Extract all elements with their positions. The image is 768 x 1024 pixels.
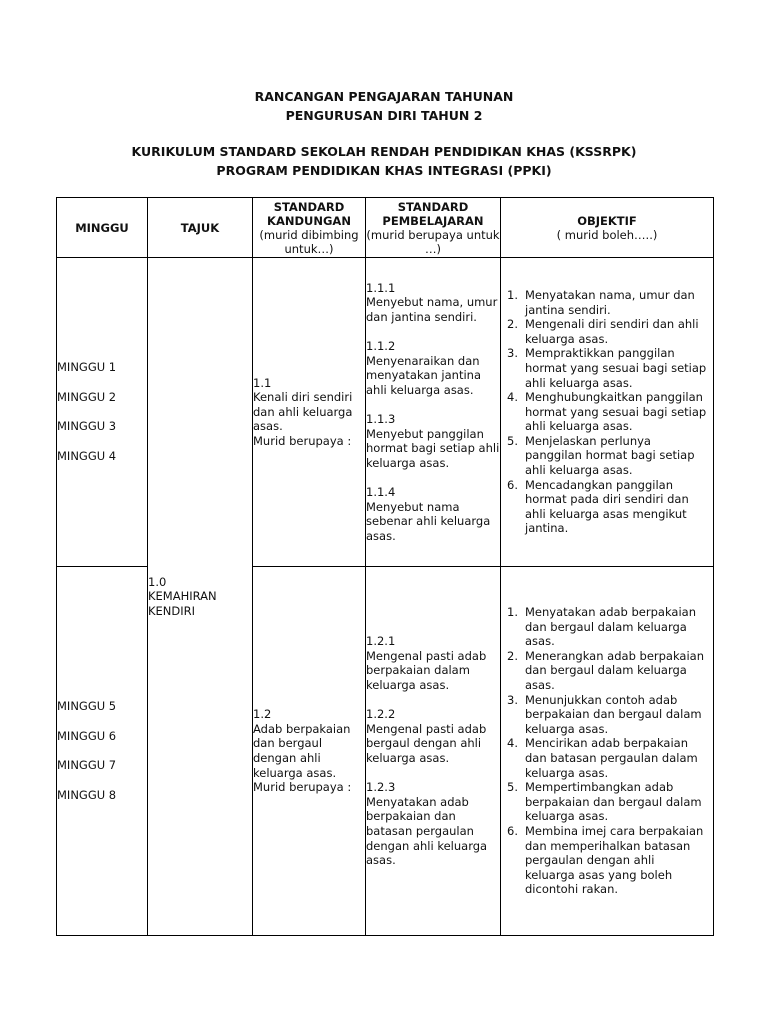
col-header-sp-sub: (murid berupaya untuk …) [366,227,500,256]
col-header-obj-sub: ( murid boleh…..) [556,227,658,242]
sp-code: 1.1.2 [366,339,396,354]
sp-code: 1.2.1 [366,634,396,649]
col-header-tajuk: TAJUK [148,198,253,258]
col-header-objektif: OBJEKTIF ( murid boleh…..) [501,198,714,258]
title-line-1: RANCANGAN PENGAJARAN TAHUNAN [254,89,514,104]
tajuk-code: 1.0 [148,574,167,589]
list-item: 2. Menerangkan adab berpakaian dan bergaul dalam keluarga asas. [507,648,705,693]
objektif-cell [501,567,714,936]
title-line-2: PENGURUSAN DIRI TAHUN 2 [285,108,483,123]
col-header-sk-sub: (murid dibimbing untuk…) [259,227,359,256]
header-row [57,198,714,258]
sp-text: Mengenal pasti adab bergaul dengan ahli keluarga asas. [366,721,487,765]
list-item: 5. Mempertimbangkan adab berpakaian dan bergaul dalam keluarga asas. [507,780,702,824]
week-label: MINGGU 7 [57,758,117,773]
sp-text: Menyebut nama sebenar ahli keluarga asas. [366,499,491,543]
list-item: 6. Mencadangkan panggilan hormat pada diri sendiri dan ahli keluarga asas mengikut jantina. [507,477,689,536]
objektif-cell [501,258,714,567]
standard-kandungan-cell [253,567,366,936]
sp-code: 1.1.4 [366,484,396,499]
sk-text: Kenali diri sendiri dan ahli keluarga asas. [253,390,353,434]
sp-code: 1.2.2 [366,707,396,722]
document-title [0,87,768,125]
objective-list [501,605,713,897]
list-item: 2. Mengenali diri sendiri dan ahli keluarga asas. [507,317,699,346]
list-item: 4. Mencirikan adab berpakaian dan batasan pergaulan dalam keluarga asas. [507,736,698,780]
col-header-standard-kandungan: STANDARD KANDUNGAN (murid dibimbing untuk…) [253,198,366,258]
sp-item [366,339,500,397]
sk-note: Murid berupaya : [253,780,352,795]
sp-text: Menyebut nama, umur dan jantina sendiri. [366,295,498,324]
list-item: 3. Menunjukkan contoh adab berpakaian dan bergaul dalam keluarga asas. [507,692,702,736]
sp-item [366,634,500,692]
list-item: 3. Mempraktikkan panggilan hormat yang sesuai bagi setiap ahli keluarga asas. [507,346,707,390]
objective-list [501,288,713,536]
sp-item [366,412,500,470]
sk-code: 1.1 [253,375,272,390]
list-item: 6. Membina imej cara berpakaian dan memperihalkan batasan pergaulan dengan ahli keluarga asas yang boleh dicontohi rakan. [507,823,704,897]
standard-pembelajaran-cell [366,567,501,936]
sp-text: Menyatakan adab berpakaian dan batasan pergaulan dengan ahli keluarga asas. [366,794,488,868]
tajuk-line: KEMAHIRAN [148,589,217,604]
standard-pembelajaran-cell [366,258,501,567]
weeks-cell [57,567,148,936]
sk-text: Adab berpakaian dan bergaul dengan ahli keluarga asas. [253,721,351,780]
list-item: 4. Menghubungkaitkan panggilan hormat yang sesuai bagi setiap ahli keluarga asas. [507,390,707,434]
col-header-minggu: MINGGU [57,198,148,258]
sp-item [366,780,500,868]
sp-code: 1.2.3 [366,780,396,795]
sp-item [366,281,500,325]
weeks-cell [57,258,148,567]
sp-code: 1.1.3 [366,412,396,426]
week-label: MINGGU 2 [57,389,117,404]
sp-item [366,707,500,765]
tajuk-line: KENDIRI [148,603,196,618]
sk-code: 1.2 [253,707,272,722]
standard-kandungan-cell [253,258,366,567]
sp-text: Mengenal pasti adab berpakaian dalam keluarga asas. [366,648,487,693]
tajuk-cell [148,258,253,936]
sk-note: Murid berupaya : [253,433,352,448]
sp-text: Menyenaraikan dan menyatakan jantina ahli keluarga asas. [366,353,481,397]
sp-item [366,485,500,543]
week-label: MINGGU 6 [57,728,117,743]
week-label: MINGGU 3 [57,419,117,434]
week-label: MINGGU 1 [57,360,117,375]
list-item: 5. Menjelaskan perlunya panggilan hormat bagi setiap ahli keluarga asas. [507,433,695,478]
table-row [57,258,714,567]
week-label: MINGGU 8 [57,787,117,802]
sp-code: 1.1.1 [366,280,396,295]
col-header-standard-pembelajaran: STANDARD PEMBELAJARAN (murid berupaya untuk …) [366,199,500,256]
week-label: MINGGU 5 [57,699,117,714]
plan-table [56,197,714,936]
title-line-4: PROGRAM PENDIDIKAN KHAS INTEGRASI (PPKI) [216,163,552,178]
title-line-3: KURIKULUM STANDARD SEKOLAH RENDAH PENDIDIKAN KHAS (KSSRPK) [131,144,637,159]
list-item: 1. Menyatakan adab berpakaian dan bergaul dalam keluarga asas. [507,605,696,649]
week-label: MINGGU 4 [57,448,117,463]
sp-text: Menyebut panggilan hormat bagi setiap ahli keluarga asas. [366,426,500,470]
list-item: 1. Menyatakan nama, umur dan jantina sendiri. [507,287,695,317]
document-subtitle [0,142,768,180]
